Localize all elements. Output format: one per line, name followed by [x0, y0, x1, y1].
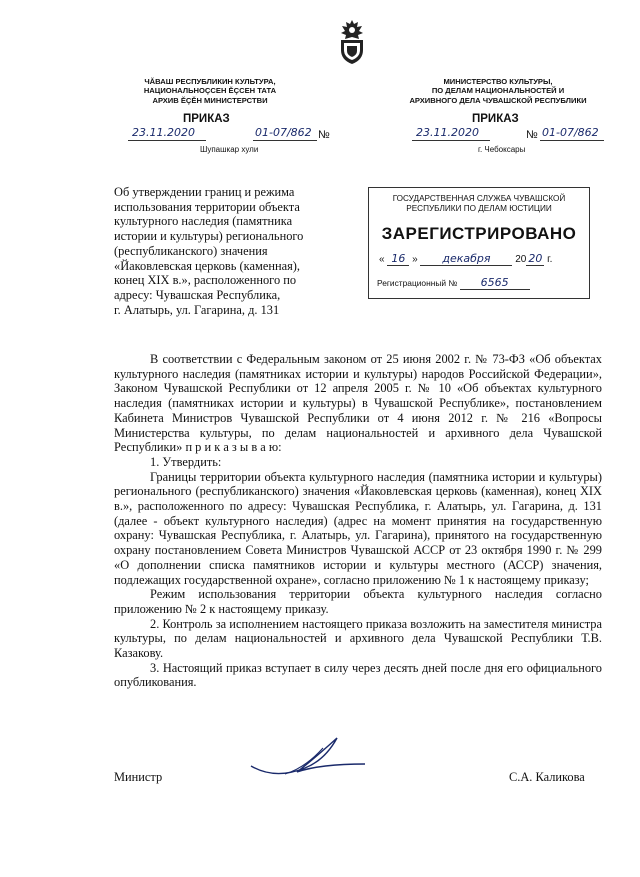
number-sign: № [318, 129, 330, 141]
header-line: АРХИВ ĔÇĔН МИНИСТЕРСТВИ [152, 95, 268, 105]
body-item-1-para-2: Режим использования территории объекта культурного наследия согласно приложению № 2 к настоящему приказу. [114, 587, 602, 616]
header-line: АРХИВНОГО ДЕЛА ЧУВАШСКОЙ РЕСПУБЛИКИ [409, 95, 587, 105]
stamp-quote-close: » [412, 254, 418, 265]
stamp-reg-label: Регистрационный № [377, 278, 458, 288]
document-body [114, 352, 602, 690]
body-item-2: 2. Контроль за исполнением настоящего приказа возложить на заместителя министра культуры, по делам национальностей и архивного дела Чувашской Республики Т.В. Казакову. [114, 616, 602, 661]
stamp-quote-open: « [379, 254, 385, 265]
title-line: использования территории объекта [114, 199, 300, 214]
body-item-3: 3. Настоящий приказ вступает в силу через десять дней после дня его официального опубликования. [114, 660, 602, 690]
order-number: 01-07/862 [542, 126, 599, 139]
stamp-year-end: г. [547, 254, 553, 265]
number-underline [253, 140, 317, 141]
order-date: 23.11.2020 [132, 126, 195, 139]
city-chuvash: Шупашкар хули [200, 145, 259, 154]
header-line: ПО ДЕЛАМ НАЦИОНАЛЬНОСТЕЙ И [431, 86, 565, 96]
stamp-reg-number: 6565 [460, 276, 530, 290]
title-line: г. Алатырь, ул. Гагарина, д. 131 [114, 302, 280, 317]
title-line: Об утверждении границ и режима [114, 185, 295, 199]
stamp-reg-line [377, 276, 587, 290]
stamp-date-line [379, 252, 584, 266]
stamp-line: ГОСУДАРСТВЕННАЯ СЛУЖБА ЧУВАШСКОЙ [392, 194, 566, 203]
registration-stamp [368, 187, 590, 299]
stamp-day: 16 [387, 252, 409, 266]
title-line: (республиканского) значения [114, 243, 268, 258]
ministry-name-chuvash [112, 77, 308, 105]
number-underline [540, 140, 604, 141]
stamp-authority [369, 194, 589, 214]
signature-scribble-icon [245, 728, 375, 784]
body-intro: В соответствии с Федеральным законом от 25 июня 2002 г. № 73-ФЗ «Об объектах культурного наследия (памятниках истории и культуры) народов Российской Федерации», Законом Чувашской Республики от 12 апреля 2005 г. № 10 «Об объектах культурного наследия (памятниках истории и культуры) в Чувашской Республике», постановлением Кабинета Министров Чувашской Республики от 4 июня 2012 г. № 216 «Вопросы Министерства культуры, по делам национальностей и архивного дела Чувашской Республики» п р и к а з ы в а ю: [114, 352, 602, 455]
number-sign: № [526, 129, 538, 141]
date-underline [128, 140, 206, 141]
stamp-year-suffix: 20 [528, 252, 543, 265]
title-line: «Йаковлевская церковь (каменная), [114, 258, 300, 273]
body-item-1: 1. Утвердить: [150, 454, 222, 469]
title-line: истории и культуры) регионального [114, 229, 304, 244]
stamp-year-prefix: 20 [515, 254, 527, 265]
header-line: НАЦИОНАЛЬНОÇСЕН ĔÇСЕН ТАТА [143, 86, 277, 96]
order-number: 01-07/862 [255, 126, 312, 139]
signatory-name: С.А. Каликова [509, 770, 585, 784]
order-date: 23.11.2020 [416, 126, 479, 139]
title-line: культурного наследия (памятника [114, 214, 293, 229]
header-line: ЧĂВАШ РЕСПУБЛИКИН КУЛЬТУРА, [144, 77, 276, 86]
title-line: конец XIX в.», расположенного по [114, 273, 297, 288]
document-title [114, 185, 340, 317]
coat-of-arms-emblem-icon [337, 18, 367, 66]
header-line: МИНИСТЕРСТВО КУЛЬТУРЫ, [443, 77, 553, 86]
order-word-russian: ПРИКАЗ [472, 113, 519, 125]
order-word-chuvash: ПРИКАЗ [183, 113, 230, 125]
ministry-name-russian [383, 77, 613, 105]
stamp-month: декабря [420, 252, 512, 266]
title-line: адресу: Чувашская Республика, [114, 287, 281, 302]
date-underline [412, 140, 490, 141]
stamp-line: РЕСПУБЛИКИ ПО ДЕЛАМ ЮСТИЦИИ [406, 204, 552, 213]
city-russian: г. Чебоксары [478, 145, 526, 154]
body-item-1-para-1: Границы территории объекта культурного наследия (памятника истории и культуры) регионального (республиканского) значения «Йаковлевская церковь (каменная), конец XIX в.», расположенного по адресу: Чувашская Республика, г. Алатырь, ул. Гагарина, д. 131 (далее - объект культурного наследия) (адрес на момент принятия на государственную охрану: Чувашская Республика, г. Алатырь, ул. Гагарина), принятого на государственную охрану постановлением Совета Министров Чувашской АССР от 23 октября 1990 г. № 299 «О дополнении списка памятников истории и культуры местного (АССР) значения, подлежащих государственной охране», согласно приложению № 1 к настоящему приказу; [114, 469, 602, 587]
stamp-registered: ЗАРЕГИСТРИРОВАНО [381, 224, 577, 243]
signatory-position: Министр [114, 770, 163, 784]
